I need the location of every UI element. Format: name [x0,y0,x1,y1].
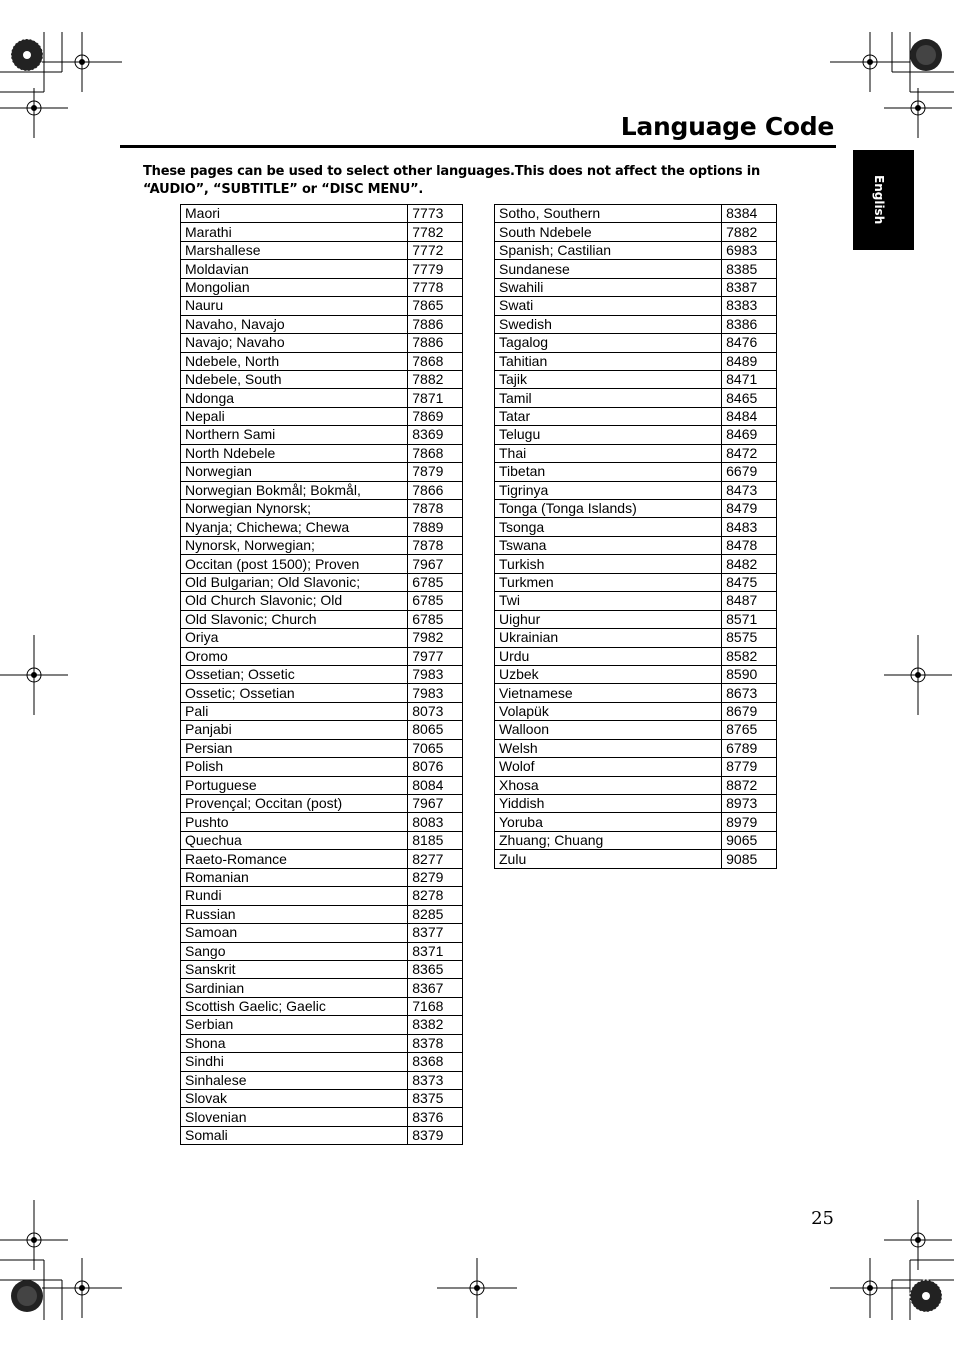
table-row [181,389,463,407]
language-name: Panjabi [181,721,408,739]
language-name: Russian [181,905,408,923]
table-row [495,536,777,554]
language-name: Uighur [495,610,722,628]
language-code: 7865 [408,297,463,315]
side-tab-label: English [872,175,886,225]
table-row [181,647,463,665]
language-code: 7967 [408,795,463,813]
table-row [181,1126,463,1144]
language-code: 8367 [408,979,463,997]
language-name: Zulu [495,850,722,868]
table-row [495,702,777,720]
table-row [495,776,777,794]
table-row [495,739,777,757]
language-code: 8476 [722,334,777,352]
language-code-table-right [494,204,777,869]
language-name: Swedish [495,315,722,333]
table-row [495,407,777,425]
language-code: 8673 [722,684,777,702]
language-name: Sundanese [495,260,722,278]
table-row [495,518,777,536]
language-code: 7868 [408,352,463,370]
language-name: Slovenian [181,1108,408,1126]
page-title: Language Code [620,112,834,141]
language-name: Nauru [181,297,408,315]
language-name: Uzbek [495,665,722,683]
language-name: South Ndebele [495,223,722,241]
language-name: Northern Sami [181,426,408,444]
language-code: 7778 [408,278,463,296]
table-row [181,960,463,978]
language-code: 8473 [722,481,777,499]
table-row [181,370,463,388]
table-row [181,1108,463,1126]
language-name: Samoan [181,924,408,942]
language-code: 8482 [722,555,777,573]
table-row [495,463,777,481]
table-row [495,389,777,407]
table-row [181,758,463,776]
language-code: 8679 [722,702,777,720]
title-rule [120,145,836,148]
table-row [181,1016,463,1034]
language-code: 8373 [408,1071,463,1089]
table-row [495,426,777,444]
language-code: 8084 [408,776,463,794]
language-code: 6785 [408,592,463,610]
table-row [181,942,463,960]
table-row [181,407,463,425]
table-row [181,205,463,223]
language-name: Marathi [181,223,408,241]
language-code: 7983 [408,684,463,702]
language-code: 8076 [408,758,463,776]
language-code: 8083 [408,813,463,831]
language-code: 8368 [408,1053,463,1071]
table-row [495,334,777,352]
table-row [181,831,463,849]
table-row [495,223,777,241]
page-number: 25 [811,1208,834,1229]
language-code: 8277 [408,850,463,868]
language-name: Ukrainian [495,629,722,647]
table-row [495,831,777,849]
table-row [495,610,777,628]
language-name: Navajo; Navaho [181,334,408,352]
language-code: 6983 [722,241,777,259]
language-name: Vietnamese [495,684,722,702]
language-name: Walloon [495,721,722,739]
table-row [495,444,777,462]
language-name: Portuguese [181,776,408,794]
language-code: 8382 [408,1016,463,1034]
table-row [181,1034,463,1052]
language-name: Norwegian Bokmål; Bokmål, [181,481,408,499]
table-row [181,592,463,610]
language-name: Tamil [495,389,722,407]
table-row [181,776,463,794]
language-code: 8478 [722,536,777,554]
language-name: Sotho, Southern [495,205,722,223]
language-name: Yoruba [495,813,722,831]
table-row [181,924,463,942]
language-name: Provençal; Occitan (post) [181,795,408,813]
table-row [181,868,463,886]
language-code: 7878 [408,536,463,554]
language-name: Sanskrit [181,960,408,978]
language-code: 8575 [722,629,777,647]
language-code: 8472 [722,444,777,462]
language-code: 8979 [722,813,777,831]
language-code: 8386 [722,315,777,333]
table-row [181,481,463,499]
language-name: Nynorsk, Norwegian; [181,536,408,554]
table-row [181,444,463,462]
table-row [495,850,777,868]
language-name: Tonga (Tonga Islands) [495,500,722,518]
table-row [181,297,463,315]
table-row [495,315,777,333]
table-row [181,463,463,481]
language-code: 8065 [408,721,463,739]
table-row [181,905,463,923]
table-row [181,629,463,647]
language-name: Slovak [181,1090,408,1108]
language-name: Tigrinya [495,481,722,499]
language-code: 7782 [408,223,463,241]
table-row [181,223,463,241]
language-name: Ndebele, North [181,352,408,370]
language-name: Ndonga [181,389,408,407]
language-side-tab [853,150,914,250]
language-name: Tsonga [495,518,722,536]
language-name: Sango [181,942,408,960]
language-code: 8379 [408,1126,463,1144]
language-code: 8590 [722,665,777,683]
language-code: 9065 [722,831,777,849]
table-row [495,260,777,278]
table-row [181,1090,463,1108]
language-code: 8185 [408,831,463,849]
table-row [181,334,463,352]
language-code: 8469 [722,426,777,444]
table-row [181,315,463,333]
language-name: Serbian [181,1016,408,1034]
language-code: 7882 [722,223,777,241]
language-code: 7866 [408,481,463,499]
language-name: Ossetian; Ossetic [181,665,408,683]
language-name: Zhuang; Chuang [495,831,722,849]
language-code: 7065 [408,739,463,757]
table-row [181,573,463,591]
language-code: 7878 [408,500,463,518]
language-name: North Ndebele [181,444,408,462]
table-row [495,555,777,573]
language-name: Ossetic; Ossetian [181,684,408,702]
language-code: 7879 [408,463,463,481]
table-row [495,665,777,683]
language-code: 8371 [408,942,463,960]
language-code: 6785 [408,573,463,591]
table-row [181,1053,463,1071]
language-name: Oromo [181,647,408,665]
language-code: 7967 [408,555,463,573]
language-code: 7982 [408,629,463,647]
language-code: 8377 [408,924,463,942]
table-row [495,278,777,296]
table-row [495,352,777,370]
language-name: Old Church Slavonic; Old [181,592,408,610]
language-name: Persian [181,739,408,757]
language-code: 7983 [408,665,463,683]
language-name: Wolof [495,758,722,776]
language-code: 8487 [722,592,777,610]
table-row [181,684,463,702]
language-name: Moldavian [181,260,408,278]
language-name: Pali [181,702,408,720]
table-row [181,1071,463,1089]
table-row [181,979,463,997]
language-code: 8571 [722,610,777,628]
language-name: Xhosa [495,776,722,794]
language-code: 8383 [722,297,777,315]
language-name: Swahili [495,278,722,296]
language-code: 8278 [408,887,463,905]
language-code: 7886 [408,334,463,352]
language-code: 8479 [722,500,777,518]
language-code: 8475 [722,573,777,591]
language-code: 8484 [722,407,777,425]
table-row [181,426,463,444]
language-name: Swati [495,297,722,315]
language-name: Marshallese [181,241,408,259]
language-name: Norwegian Nynorsk; [181,500,408,518]
language-name: Turkmen [495,573,722,591]
language-name: Oriya [181,629,408,647]
language-name: Telugu [495,426,722,444]
language-name: Somali [181,1126,408,1144]
table-row [495,481,777,499]
language-name: Scottish Gaelic; Gaelic [181,997,408,1015]
table-row [181,278,463,296]
language-name: Pushto [181,813,408,831]
language-name: Turkish [495,555,722,573]
language-code: 8365 [408,960,463,978]
table-row [495,297,777,315]
table-row [181,518,463,536]
table-row [495,721,777,739]
language-code: 8765 [722,721,777,739]
language-code: 7869 [408,407,463,425]
table-row [495,500,777,518]
table-row [181,555,463,573]
table-row [495,684,777,702]
language-name: Rundi [181,887,408,905]
language-code: 7779 [408,260,463,278]
language-code: 7871 [408,389,463,407]
language-name: Tibetan [495,463,722,481]
language-code: 7168 [408,997,463,1015]
table-row [495,758,777,776]
language-code: 8483 [722,518,777,536]
table-row [181,241,463,259]
language-name: Old Bulgarian; Old Slavonic; [181,573,408,591]
table-row [181,260,463,278]
language-name: Nyanja; Chichewa; Chewa [181,518,408,536]
language-code: 8471 [722,370,777,388]
language-code: 8385 [722,260,777,278]
table-row [495,795,777,813]
language-code: 7889 [408,518,463,536]
table-row [181,739,463,757]
language-name: Tswana [495,536,722,554]
language-name: Welsh [495,739,722,757]
language-code: 7773 [408,205,463,223]
language-name: Mongolian [181,278,408,296]
language-code: 8279 [408,868,463,886]
language-code: 7868 [408,444,463,462]
language-name: Romanian [181,868,408,886]
table-row [181,813,463,831]
language-name: Navaho, Navajo [181,315,408,333]
language-code: 6785 [408,610,463,628]
language-name: Polish [181,758,408,776]
intro-text: These pages can be used to select other languages.This does not affect the options in “AUDIO”, “SUBTITLE” or “DISC MENU”. [143,164,761,197]
language-code: 8285 [408,905,463,923]
language-name: Tatar [495,407,722,425]
table-row [495,629,777,647]
table-row [495,573,777,591]
language-name: Shona [181,1034,408,1052]
language-code-table-left [180,204,463,1145]
table-row [181,665,463,683]
language-name: Spanish; Castilian [495,241,722,259]
language-name: Raeto-Romance [181,850,408,868]
language-code: 7772 [408,241,463,259]
language-code: 8973 [722,795,777,813]
language-name: Yiddish [495,795,722,813]
table-row [495,241,777,259]
language-code: 8384 [722,205,777,223]
table-row [181,850,463,868]
table-row [181,352,463,370]
language-code: 7882 [408,370,463,388]
table-row [181,795,463,813]
language-name: Thai [495,444,722,462]
language-code: 9085 [722,850,777,868]
language-code: 6679 [722,463,777,481]
table-row [181,702,463,720]
language-code: 8378 [408,1034,463,1052]
language-code: 8073 [408,702,463,720]
table-row [495,647,777,665]
language-code: 8387 [722,278,777,296]
table-row [495,813,777,831]
language-name: Ndebele, South [181,370,408,388]
language-name: Tajik [495,370,722,388]
language-name: Twi [495,592,722,610]
language-code: 8489 [722,352,777,370]
table-row [181,997,463,1015]
language-code: 8369 [408,426,463,444]
table-row [495,205,777,223]
language-code: 7977 [408,647,463,665]
language-name: Nepali [181,407,408,425]
language-code: 8872 [722,776,777,794]
language-name: Tagalog [495,334,722,352]
language-name: Sardinian [181,979,408,997]
language-code: 8465 [722,389,777,407]
language-code: 7886 [408,315,463,333]
language-code: 8375 [408,1090,463,1108]
language-name: Maori [181,205,408,223]
language-name: Norwegian [181,463,408,481]
table-row [495,370,777,388]
table-row [181,610,463,628]
language-name: Sindhi [181,1053,408,1071]
language-code: 8376 [408,1108,463,1126]
language-code: 6789 [722,739,777,757]
language-name: Tahitian [495,352,722,370]
table-row [181,500,463,518]
language-name: Old Slavonic; Church [181,610,408,628]
language-name: Quechua [181,831,408,849]
table-row [181,536,463,554]
table-row [495,592,777,610]
table-row [181,721,463,739]
language-code: 8582 [722,647,777,665]
language-name: Urdu [495,647,722,665]
language-name: Sinhalese [181,1071,408,1089]
table-row [181,887,463,905]
language-name: Occitan (post 1500); Proven [181,555,408,573]
language-name: Volapük [495,702,722,720]
language-code: 8779 [722,758,777,776]
